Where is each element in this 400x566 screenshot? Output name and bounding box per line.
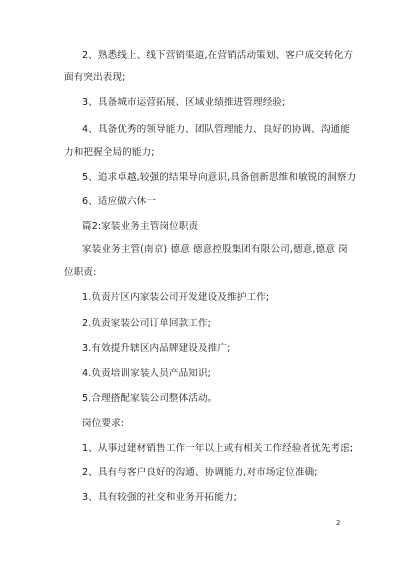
- page-number: 2: [336, 519, 341, 527]
- text-line: 力和把握全局的能力;: [64, 147, 155, 158]
- text-line: 4.负责培训家装人员产品知识;: [82, 368, 212, 379]
- text-line: 位职责:: [64, 267, 97, 278]
- section-heading: 篇2:家装业务主管岗位职责: [82, 221, 199, 232]
- text-line: 3、具有较强的社交和业务开拓能力;: [82, 492, 237, 503]
- text-line: 2、具有与客户良好的沟通、协调能力,对市场定位准确;: [82, 467, 318, 478]
- text-line: 6、适应做六休一: [82, 196, 157, 207]
- text-line: 岗位要求:: [82, 418, 125, 429]
- text-line: 3、具备城市运营拓展、区域业绩推进管理经验;: [82, 97, 286, 108]
- text-line: 2、熟悉线上、线下营销渠道,在营销活动策划、客户成交转化方: [82, 50, 354, 61]
- text-line: 1.负责片区内家装公司开发建设及维护工作;: [82, 292, 270, 303]
- text-line: 面有突出表现;: [64, 72, 126, 83]
- text-line: 5.合理搭配家装公司整体活动。: [82, 393, 218, 404]
- text-line: 2.负责家装公司订单回款工作;: [82, 318, 212, 329]
- text-line: 5、追求卓越,较强的结果导向意识,具备创新思维和敏锐的洞察力: [82, 172, 357, 183]
- text-line: 家装业务主管(南京) 德意 德意控股集团有限公司,德意,德意 岗: [82, 244, 348, 255]
- text-line: 3.有效提升辖区内品牌建设及推广;: [82, 343, 231, 354]
- text-line: 1、从事过建材销售工作一年以上或有相关工作经验者优先考虑;: [82, 443, 354, 454]
- text-line: 4、具备优秀的领导能力、团队管理能力、良好的协调、沟通能: [82, 124, 350, 135]
